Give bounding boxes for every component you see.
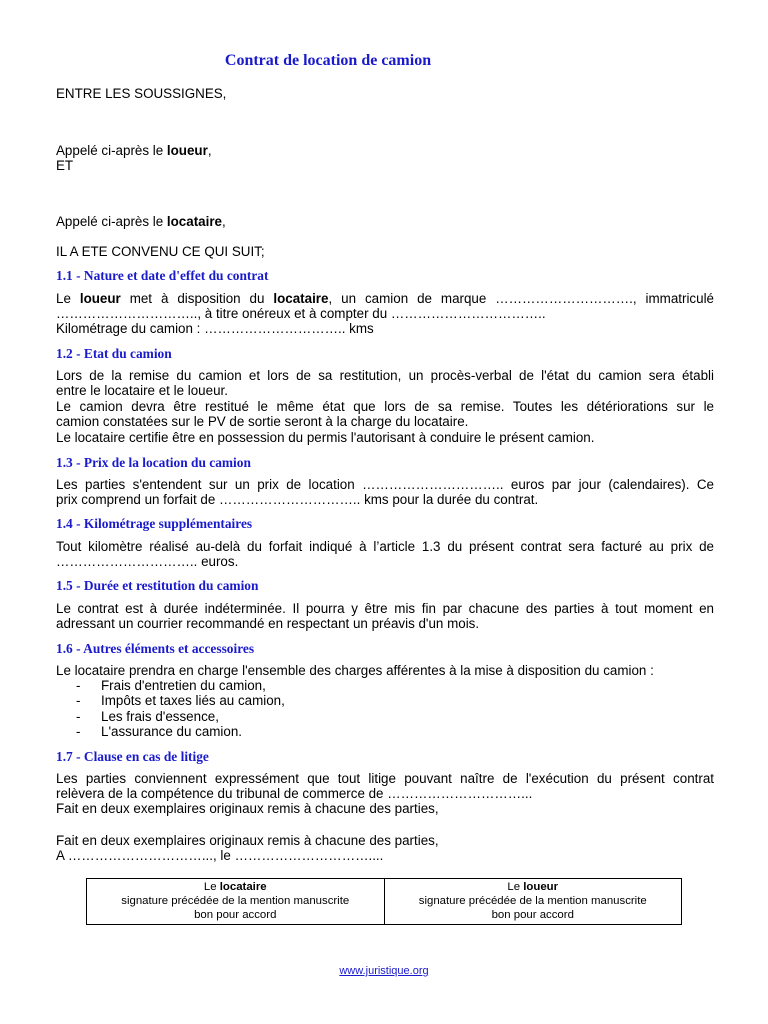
sig-left-prefix: Le <box>203 881 220 893</box>
section-1-3-heading: 1.3 - Prix de la location du camion <box>56 455 251 470</box>
intro-et: ET <box>56 158 74 173</box>
sig-right-prefix: Le <box>507 881 524 893</box>
list-item-text: Impôts et taxes liés au camion, <box>101 693 285 708</box>
signature-loueur-accord: bon pour accord <box>491 909 574 921</box>
section-1-2-heading: 1.2 - Etat du camion <box>56 346 172 361</box>
sig-left-bold: locataire <box>219 881 267 893</box>
section-1-4-heading: 1.4 - Kilométrage supplémentaires <box>56 516 253 531</box>
section-1-1-line-1 <box>56 291 714 306</box>
section-1-3-line-2: prix comprend un forfait de ………………………….. kms pour la durée du contrat. <box>56 492 539 507</box>
section-1-7-heading: 1.7 - Clause en cas de litige <box>56 749 209 764</box>
list-item-text: L'assurance du camion. <box>101 724 243 739</box>
section-1-2-line-5: Le locataire certifie être en possession du permis l'autorisant à conduire le présent camion. <box>56 430 595 445</box>
sig-right-bold: loueur <box>523 881 559 893</box>
section-1-4-line-2: ………………………….. euros. <box>56 554 239 569</box>
signature-locataire-cell <box>87 879 385 925</box>
intro-locataire-prefix: Appelé ci-après le <box>56 214 167 229</box>
signature-locataire-accord: bon pour accord <box>194 909 277 921</box>
intro-locataire <box>56 214 226 229</box>
signature-loueur-mention: signature précédée de la mention manuscrite <box>418 895 647 907</box>
section-1-7-line-1: Les parties conviennent expressément que tout litige pouvant naître de l'exécution du présent contrat <box>56 771 714 786</box>
section-1-3-line-1: Les parties s'entendent sur un prix de location ………………………….. euros par jour (calendaires). Ce <box>56 477 714 492</box>
list-item-text: Les frais d'essence, <box>101 709 219 724</box>
intro-entre: ENTRE LES SOUSSIGNES, <box>56 86 227 101</box>
section-1-5-line-1: Le contrat est à durée indéterminée. Il pourra y être mis fin par chacune des parties à tout moment en <box>56 601 714 616</box>
section-1-1-line-3: Kilométrage du camion : ………………………….. kms <box>56 321 374 336</box>
signature-locataire-title <box>89 880 382 894</box>
section-1-1-line-2: ………………………….., à titre onéreux et à compter du …………………………….. <box>56 306 546 321</box>
signature-loueur-title <box>387 880 680 894</box>
list-item <box>76 678 266 693</box>
s1-l1-d: locataire <box>273 291 329 306</box>
section-1-6-heading: 1.6 - Autres éléments et accessoires <box>56 641 255 656</box>
intro-loueur-prefix: Appelé ci-après le <box>56 143 167 158</box>
section-1-1-heading: 1.1 - Nature et date d'effet du contrat <box>56 268 269 283</box>
section-1-7-line-2: relèvera de la compétence du tribunal de commerce de …………………………... <box>56 786 533 801</box>
list-dash: - <box>76 693 81 708</box>
signature-table <box>86 878 682 925</box>
intro-loueur-suffix: , <box>207 143 212 158</box>
list-item <box>76 693 285 708</box>
intro-locataire-bold: locataire <box>166 214 222 229</box>
intro-convenu: IL A ETE CONVENU CE QUI SUIT; <box>56 244 265 259</box>
closing-line-1: Fait en deux exemplaires originaux remis à chacune des parties, <box>56 833 439 848</box>
intro-loueur-bold: loueur <box>166 143 208 158</box>
section-1-2-line-4: camion constatées sur le PV de sortie seront à la charge du locataire. <box>56 414 469 429</box>
section-1-4-line-1: Tout kilomètre réalisé au-delà du forfait indiqué à l’article 1.3 du présent contrat sera facturé au prix de <box>56 539 714 554</box>
signature-locataire-mention: signature précédée de la mention manuscrite <box>121 895 350 907</box>
s1-l1-b: loueur <box>79 291 121 306</box>
section-1-7-line-3: Fait en deux exemplaires originaux remis à chacune des parties, <box>56 801 439 816</box>
s1-l1-c: met à disposition du <box>120 291 274 306</box>
closing-line-2: A …………………………..., le ………………………….... <box>56 848 384 863</box>
section-1-6-line-1: Le locataire prendra en charge l'ensemble des charges afférentes à la mise à disposition du camion : <box>56 663 654 678</box>
section-1-2-line-3: Le camion devra être restitué le même état que lors de sa remise. Toutes les détériorations sur le <box>56 399 714 414</box>
footer <box>0 965 768 977</box>
section-1-5-heading: 1.5 - Durée et restitution du camion <box>56 578 259 593</box>
list-dash: - <box>76 709 81 724</box>
s1-l1-e: , un camion de marque …………………………., immatriculé <box>328 291 714 306</box>
footer-link[interactable]: www.juristique.org <box>339 965 429 977</box>
list-item-text: Frais d'entretien du camion, <box>101 678 266 693</box>
section-1-2-line-1: Lors de la remise du camion et lors de sa restitution, un procès-verbal de l'état du camion sera établi <box>56 368 714 383</box>
section-1-5-line-2: adressant un courrier recommandé en respectant un préavis d'un mois. <box>56 616 480 631</box>
list-dash: - <box>76 724 81 739</box>
document-title: Contrat de location de camion <box>224 52 432 69</box>
list-dash: - <box>76 678 81 693</box>
s1-l1-a: Le <box>56 291 80 306</box>
intro-loueur <box>56 143 212 158</box>
list-item <box>76 709 219 724</box>
section-1-2-line-2: entre le locataire et le loueur. <box>56 383 228 398</box>
list-item <box>76 724 242 739</box>
intro-locataire-suffix: , <box>222 214 226 229</box>
signature-loueur-cell <box>384 879 682 925</box>
